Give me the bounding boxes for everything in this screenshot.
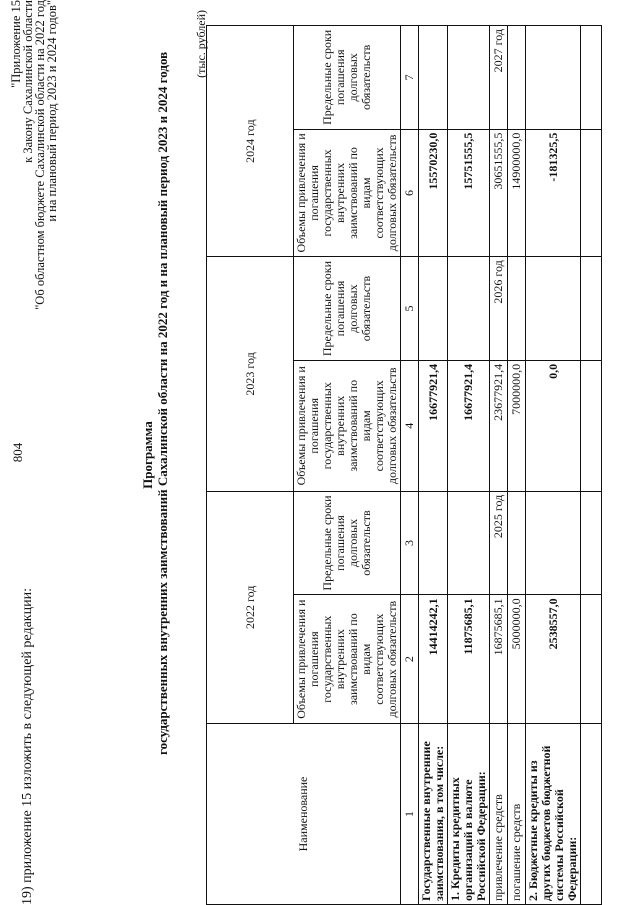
- column-number: 3: [401, 491, 419, 595]
- column-number: 6: [401, 129, 419, 257]
- column-number: 4: [401, 360, 419, 491]
- cell-volume: 15751555,5: [448, 129, 490, 257]
- appendix-header: [10, 0, 58, 420]
- cell-volume: 0,0: [526, 360, 581, 491]
- row-label: 1. Кредиты кредитных организаций в валюте Российской Федерации:: [448, 723, 490, 904]
- intro-text: 19) приложение 15 изложить в следующей редакции:: [20, 588, 35, 905]
- appendix-line: к Закону Сахалинской области: [21, 0, 35, 163]
- cell-term: [419, 26, 448, 130]
- cell-volume: 14900000,0: [508, 129, 526, 257]
- column-header-volume: Объемы привлечения и погашения государственных внутренних заимствований по видам соответствующих долговых обязательств: [294, 129, 401, 257]
- column-header-year: 2023 год: [207, 257, 294, 491]
- cell-volume: 7000000,0: [508, 360, 526, 491]
- cell-volume: 23677921,4: [490, 360, 508, 491]
- empty-cell: [581, 26, 602, 130]
- title-line: Программа: [140, 421, 155, 489]
- appendix-line: "Приложение 15: [9, 0, 23, 88]
- appendix-line: "Об областном бюджете Сахалинской области на 2022 год: [33, 0, 47, 310]
- cell-volume: 16677921,4: [419, 360, 448, 491]
- empty-cell: [581, 129, 602, 257]
- empty-cell: [581, 595, 602, 724]
- borrowing-program-table: [206, 25, 602, 905]
- cell-term: 2026 год: [490, 257, 508, 361]
- column-header-year: 2024 год: [207, 26, 294, 257]
- column-header-year: 2022 год: [207, 491, 294, 723]
- row-label: 2. Бюджетные кредиты из других бюджетов бюджетной системы Российской Федерации:: [526, 723, 581, 904]
- column-header-term: Предельные сроки погашения долговых обязательств: [294, 257, 401, 361]
- column-number: 5: [401, 257, 419, 361]
- cell-term: 2027 год: [490, 26, 508, 130]
- column-header-volume: Объемы привлечения и погашения государственных внутренних заимствований по видам соответствующих долговых обязательств: [294, 595, 401, 724]
- table-row: [448, 26, 490, 905]
- appendix-line: и на плановый период 2023 и 2024 годов": [45, 0, 59, 222]
- cell-term: [526, 491, 581, 595]
- cell-term: [526, 26, 581, 130]
- cell-term: 2025 год: [490, 491, 508, 595]
- cell-volume: 5000000,0: [508, 595, 526, 724]
- column-header-term: Предельные сроки погашения долговых обязательств: [294, 26, 401, 130]
- cell-term: [448, 257, 490, 361]
- column-header-name: Наименование: [207, 723, 401, 904]
- column-header-term: Предельные сроки погашения долговых обязательств: [294, 491, 401, 595]
- cell-volume: 16677921,4: [448, 360, 490, 491]
- cell-term: [419, 491, 448, 595]
- row-label: Государственные внутренние заимствования, в том числе:: [419, 723, 448, 904]
- cell-term: [448, 491, 490, 595]
- table-row-empty: [581, 26, 602, 905]
- cell-volume: 14414242,1: [419, 595, 448, 724]
- empty-cell: [581, 257, 602, 361]
- table-row: [490, 26, 508, 905]
- empty-cell: [581, 723, 602, 904]
- cell-volume: 2538557,0: [526, 595, 581, 724]
- row-label: погашение средств: [508, 723, 526, 904]
- cell-term: [419, 257, 448, 361]
- cell-volume: 15570230,0: [419, 129, 448, 257]
- column-header-volume: Объемы привлечения и погашения государственных внутренних заимствований по видам соответствующих долговых обязательств: [294, 360, 401, 491]
- cell-term: [526, 257, 581, 361]
- table-row: [508, 26, 526, 905]
- table-row: [419, 26, 448, 905]
- cell-volume: 11875685,1: [448, 595, 490, 724]
- cell-term: [508, 257, 526, 361]
- cell-term: [508, 491, 526, 595]
- cell-volume: -181325,5: [526, 129, 581, 257]
- column-number: 7: [401, 26, 419, 130]
- cell-volume: 16875685,1: [490, 595, 508, 724]
- column-number: 1: [401, 723, 419, 904]
- empty-cell: [581, 491, 602, 595]
- units-label: (тыс. рублей): [194, 10, 208, 78]
- cell-volume: 30651555,5: [490, 129, 508, 257]
- table-row: [526, 26, 581, 905]
- cell-term: [448, 26, 490, 130]
- title-line: государственных внутренних заимствований Сахалинской области на 2022 год и на плановый период 2023 и 2024 годов: [155, 51, 170, 755]
- cell-term: [508, 26, 526, 130]
- document-title: [140, 51, 170, 755]
- row-label: привлечение средств: [490, 723, 508, 904]
- empty-cell: [581, 360, 602, 491]
- page-number: 804: [10, 442, 25, 463]
- column-number: 2: [401, 595, 419, 724]
